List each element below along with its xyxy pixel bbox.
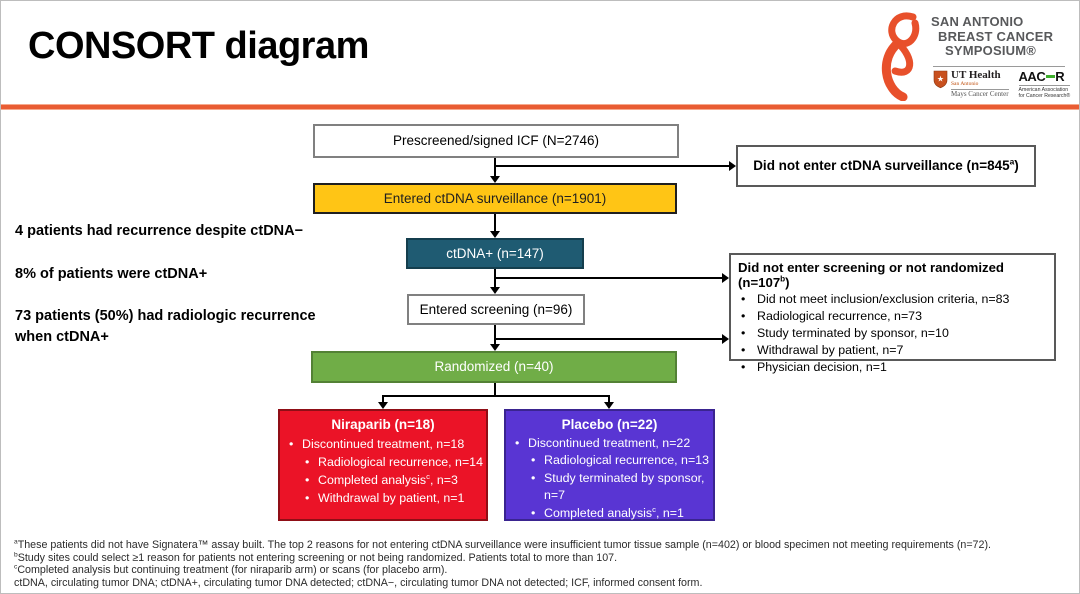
flow-box-label: Did not enter ctDNA surveillance $(n=845^a)$	[753, 156, 1019, 174]
flow-box-not-randomized	[729, 253, 1056, 375]
arrow-down-icon	[490, 176, 500, 183]
flow-connector-line	[494, 214, 496, 231]
arrow-right-icon	[729, 161, 736, 171]
aacr-subtitle: American Association	[1018, 87, 1069, 93]
flow-box-ctdna-positive	[406, 238, 584, 269]
flow-box-niraparib	[278, 409, 488, 521]
flow-box-label: Randomized (n=40)	[434, 359, 554, 375]
footnote-line: $^c$Completed analysis but continuing treatment (for niraparib arm) or scans (for placebo arm).	[14, 563, 448, 577]
footnote-line: $^a$These patients did not have Signatera™ assay built. The top 2 reasons for not entering ctDNA surveillance were insufficient tumor tissue sample (n=402) or blood specimen not meeting requirements (n=72).	[14, 538, 991, 551]
annotation-percent-positive: 8% of patients were ctDNA+	[15, 266, 208, 282]
svg-text:★: ★	[936, 74, 945, 84]
arm-header: Niraparib (n=18)	[331, 417, 435, 432]
logo-divider	[933, 66, 1065, 67]
reason-item: • Did not meet inclusion/exclusion criteria, n=83	[731, 291, 1054, 308]
ut-health-logo	[933, 70, 1009, 99]
flow-box-prescreened	[313, 124, 679, 158]
annotation-radiologic-recurrence: 73 patients (50%) had radiologic recurrence when ctDNA+	[15, 308, 316, 345]
sabcs-ribbon-icon	[873, 9, 929, 101]
ut-health-center: Mays Cancer Center	[951, 90, 1009, 98]
footnote-block	[14, 539, 1064, 589]
annotation-recurrence-despite-negative: 4 patients had recurrence despite ctDNA−	[15, 223, 304, 239]
partner-logos	[933, 70, 1073, 99]
symposium-wordmark	[931, 15, 1053, 59]
flow-connector-line	[495, 277, 722, 279]
reason-item: • Withdrawal by patient, n=7	[731, 342, 1054, 359]
not-randomized-reason-list	[731, 291, 1054, 376]
flow-connector-line	[495, 338, 722, 340]
outcome-item: • Radiological recurrence, n=14	[280, 453, 486, 471]
outcome-item: • Discontinued treatment, n=18	[280, 435, 486, 453]
symposium-line: BREAST CANCER	[938, 28, 1054, 44]
arrow-right-icon	[722, 273, 729, 283]
page-title: CONSORT diagram	[28, 25, 369, 67]
aacr-subtitle: for Cancer Research®	[1018, 93, 1071, 99]
arrow-down-icon	[490, 344, 500, 351]
sabcs-logo	[873, 7, 1073, 103]
footnote-line: $^b$Study sites could select ≥1 reason for patients not entering screening or not being randomized. Patients total to more than 107.	[14, 551, 618, 564]
flow-box-screening	[407, 294, 585, 325]
reason-item: • Radiological recurrence, n=73	[731, 308, 1054, 325]
flow-connector-line	[382, 395, 384, 402]
flow-box-label: ctDNA+ (n=147)	[446, 245, 544, 261]
arrow-down-icon	[604, 402, 614, 409]
reason-item: • Physician decision, n=1	[731, 359, 1054, 376]
flow-box-randomized	[311, 351, 677, 383]
arrow-down-icon	[490, 231, 500, 238]
arrow-down-icon	[490, 287, 500, 294]
outcome-item: • Radiological recurrence, n=13	[506, 452, 713, 470]
flow-box-no-surveillance	[736, 145, 1036, 187]
symposium-line: SYMPOSIUM®	[945, 43, 1037, 58]
flow-connector-line	[494, 325, 496, 344]
ut-health-city: San Antonio	[951, 81, 1009, 90]
flow-connector-line	[495, 165, 729, 167]
reason-item: • Study terminated by sponsor, n=10	[731, 325, 1054, 342]
aacr-acronym-left: AAC	[1018, 69, 1046, 84]
arrow-down-icon	[378, 402, 388, 409]
flow-box-header: Did not enter screening or not randomized $(n=107^b)$	[738, 260, 1004, 291]
flow-box-label: Prescreened/signed ICF (N=2746)	[393, 133, 599, 149]
footnote-line: ctDNA, circulating tumor DNA; ctDNA+, circulating tumor DNA detected; ctDNA−, circulating tumor DNA not detected; ICF, informed consent form.	[14, 576, 703, 589]
symposium-line: SAN ANTONIO	[931, 14, 1024, 29]
flow-connector-line	[382, 395, 610, 397]
flow-connector-line	[494, 158, 496, 176]
superscript-marker: b	[780, 274, 786, 284]
aacr-acronym-right: R	[1055, 69, 1065, 84]
arm-header: Placebo (n=22)	[561, 417, 658, 432]
placebo-outcome-list	[506, 435, 713, 540]
niraparib-outcome-list	[280, 435, 486, 507]
aacr-logo	[1019, 70, 1071, 99]
outcome-item: • Physician decision, n=1	[506, 522, 713, 540]
outcome-item: • Completed analysis$^c$, n=1	[506, 505, 713, 523]
flow-connector-line	[608, 395, 610, 402]
aacr-green-dash	[1046, 75, 1055, 78]
flow-box-placebo	[504, 409, 715, 538]
superscript-marker: a	[1009, 156, 1015, 167]
flow-box-label: Entered ctDNA surveillance (n=1901)	[383, 190, 607, 206]
ut-health-name: UT Health	[951, 69, 1001, 81]
outcome-item: • Study terminated by sponsor, n=7	[506, 470, 713, 505]
ut-shield-icon	[933, 70, 948, 89]
header-divider	[1, 104, 1079, 110]
outcome-item: • Discontinued treatment, n=22	[506, 435, 713, 453]
outcome-item: • Withdrawal by patient, n=1	[280, 489, 486, 507]
arrow-right-icon	[722, 334, 729, 344]
outcome-item: • Completed analysis$^c$, n=3	[280, 471, 486, 489]
flow-box-surveillance	[313, 183, 677, 214]
flow-box-label: Entered screening (n=96)	[419, 301, 573, 317]
